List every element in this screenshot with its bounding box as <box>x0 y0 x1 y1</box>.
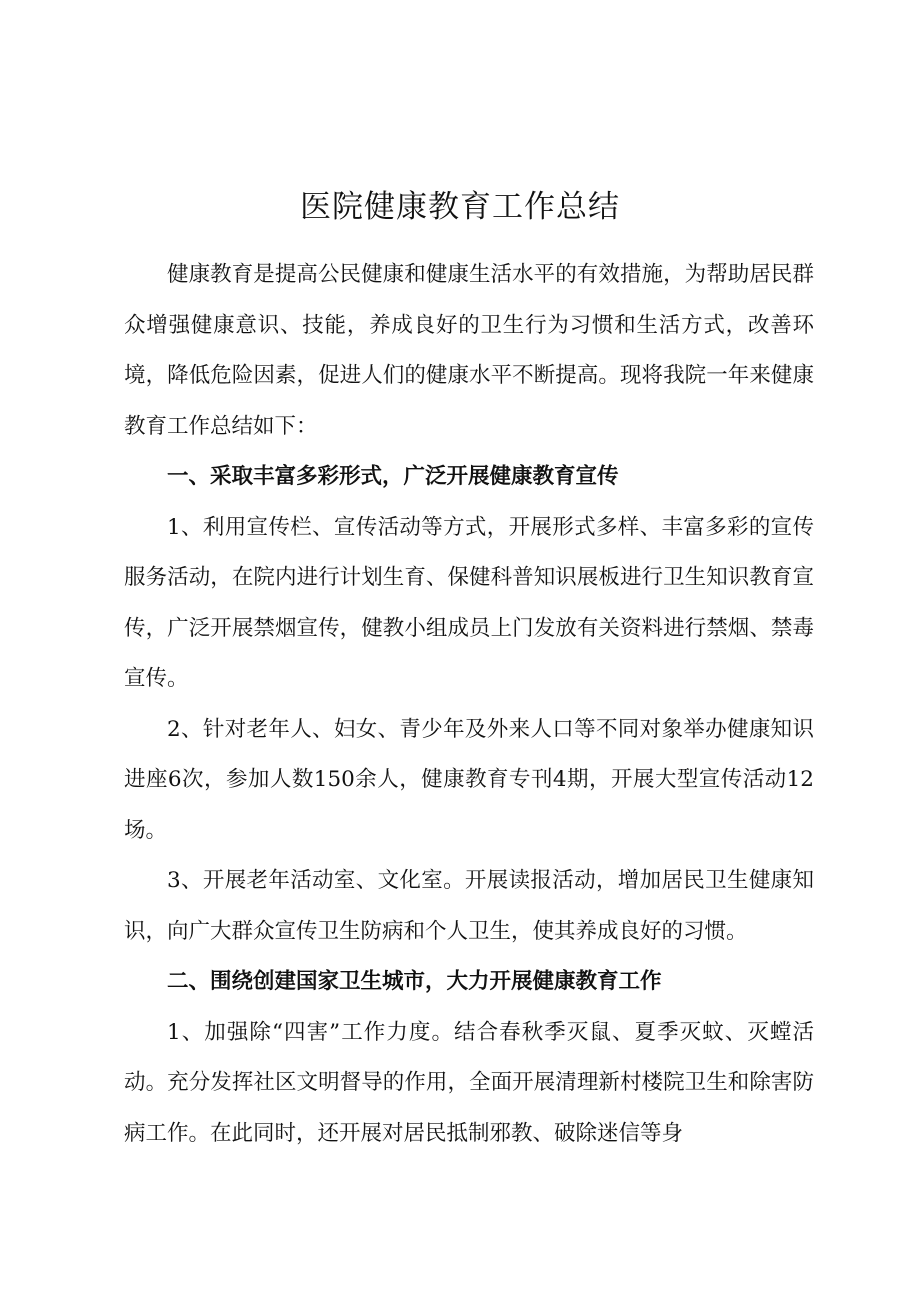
intro-paragraph: 健康教育是提高公民健康和健康生活水平的有效措施，为帮助居民群众增强健康意识、技能，养成良好的卫生行为习惯和生活方式，改善环境，降低危险因素，促进人们的健康水平不断提高。现将我院一年来健康教育工作总结如下： <box>124 262 814 439</box>
section-1-paragraph-3: 3、开展老年活动室、文化室。开展读报活动，增加居民卫生健康知识，向广大群众宣传卫生防病和个人卫生，使其养成良好的习惯。 <box>124 868 814 944</box>
document-body <box>124 250 814 1159</box>
section-1-paragraph-1: 1、利用宣传栏、宣传活动等方式，开展形式多样、丰富多彩的宣传服务活动，在院内进行计划生育、保健科普知识展板进行卫生知识教育宣传，广泛开展禁烟宣传，健教小组成员上门发放有关资料进行禁烟、禁毒宣传。 <box>124 514 814 691</box>
section-2-heading: 二、围绕创建国家卫生城市，大力开展健康教育工作 <box>167 969 662 994</box>
section-1-heading: 一、采取丰富多彩形式，广泛开展健康教育宣传 <box>167 464 619 489</box>
section-2-paragraph-1: 1、加强除“四害”工作力度。结合春秋季灭鼠、夏季灭蚊、灭螳活动。充分发挥社区文明督导的作用，全面开展清理新村楼院卫生和除害防病工作。在此同时，还开展对居民抵制邪教、破除迷信等身 <box>124 1019 814 1146</box>
section-1-paragraph-2: 2、针对老年人、妇女、青少年及外来人口等不同对象举办健康知识进座6次，参加人数150余人，健康教育专刊4期，开展大型宣传活动12场。 <box>124 716 814 843</box>
document-title: 医院健康教育工作总结 <box>300 188 620 225</box>
